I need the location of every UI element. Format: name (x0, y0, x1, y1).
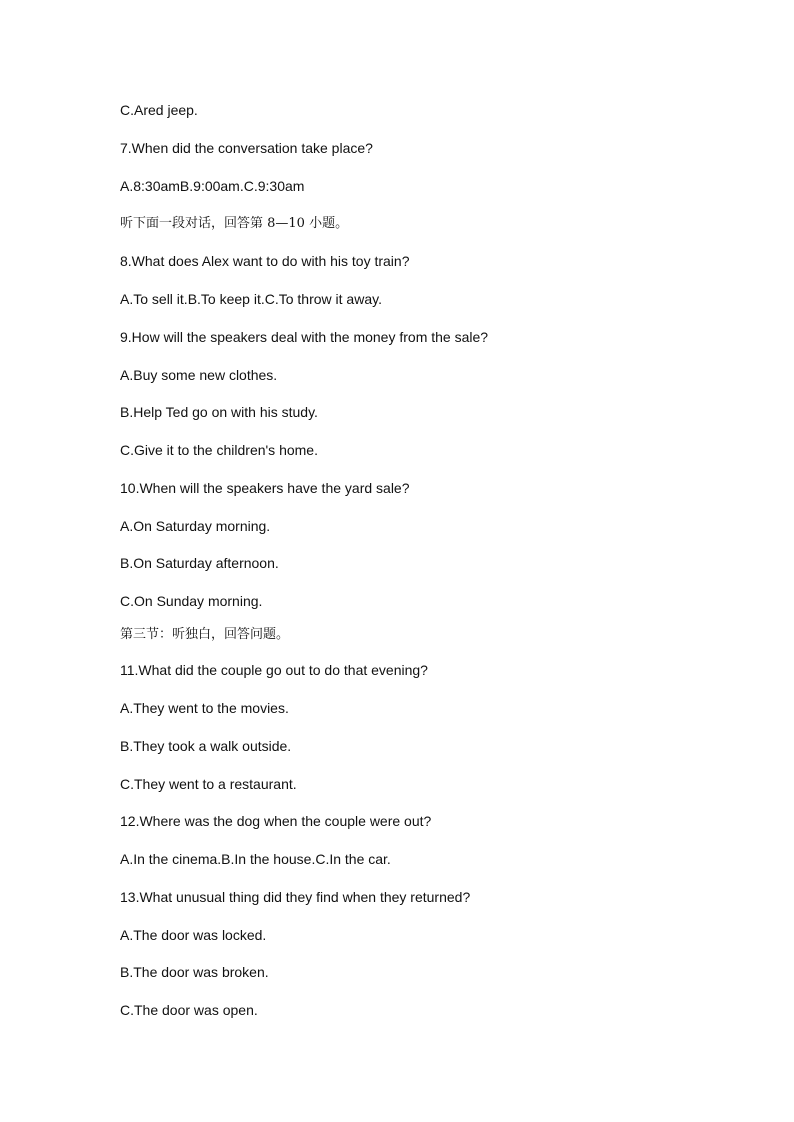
question-8: 8.What does Alex want to do with his toy train? (120, 253, 410, 269)
answer-option-11b: B.They took a walk outside. (120, 738, 292, 754)
answer-option-11a: A.They went to the movies. (120, 700, 289, 716)
section-instruction-8-10: 听下面一段对话，回答第 8—10 小题。 (120, 216, 349, 231)
answer-option-11c: C.They went to a restaurant. (120, 776, 297, 792)
answer-option-9a: A.Buy some new clothes. (120, 367, 278, 383)
question-9: 9.How will the speakers deal with the money from the sale? (120, 329, 489, 345)
answer-option-10a: A.On Saturday morning. (120, 518, 271, 534)
answer-option-10c: C.On Sunday morning. (120, 593, 263, 609)
question-7: 7.When did the conversation take place? (120, 140, 373, 156)
answer-options-8: A.To sell it.B.To keep it.C.To throw it away. (120, 291, 382, 307)
question-12: 12.Where was the dog when the couple were out? (120, 813, 432, 829)
answer-options-12: A.In the cinema.B.In the house.C.In the car. (120, 851, 391, 867)
question-13: 13.What unusual thing did they find when they returned? (120, 889, 471, 905)
answer-option-13b: B.The door was broken. (120, 964, 269, 980)
answer-option-9b: B.Help Ted go on with his study. (120, 404, 318, 420)
question-11: 11.What did the couple go out to do that evening? (120, 662, 428, 678)
answer-option-13a: A.The door was locked. (120, 927, 267, 943)
answer-option-6c: C.Ared jeep. (120, 102, 198, 118)
answer-option-10b: B.On Saturday afternoon. (120, 555, 279, 571)
answer-option-9c: C.Give it to the children's home. (120, 442, 318, 458)
answer-options-7: A.8:30amB.9:00am.C.9:30am (120, 178, 305, 194)
section-heading-part-3: 第三节：听独白，回答问题。 (120, 627, 290, 642)
question-10: 10.When will the speakers have the yard sale? (120, 480, 410, 496)
answer-option-13c: C.The door was open. (120, 1002, 258, 1018)
